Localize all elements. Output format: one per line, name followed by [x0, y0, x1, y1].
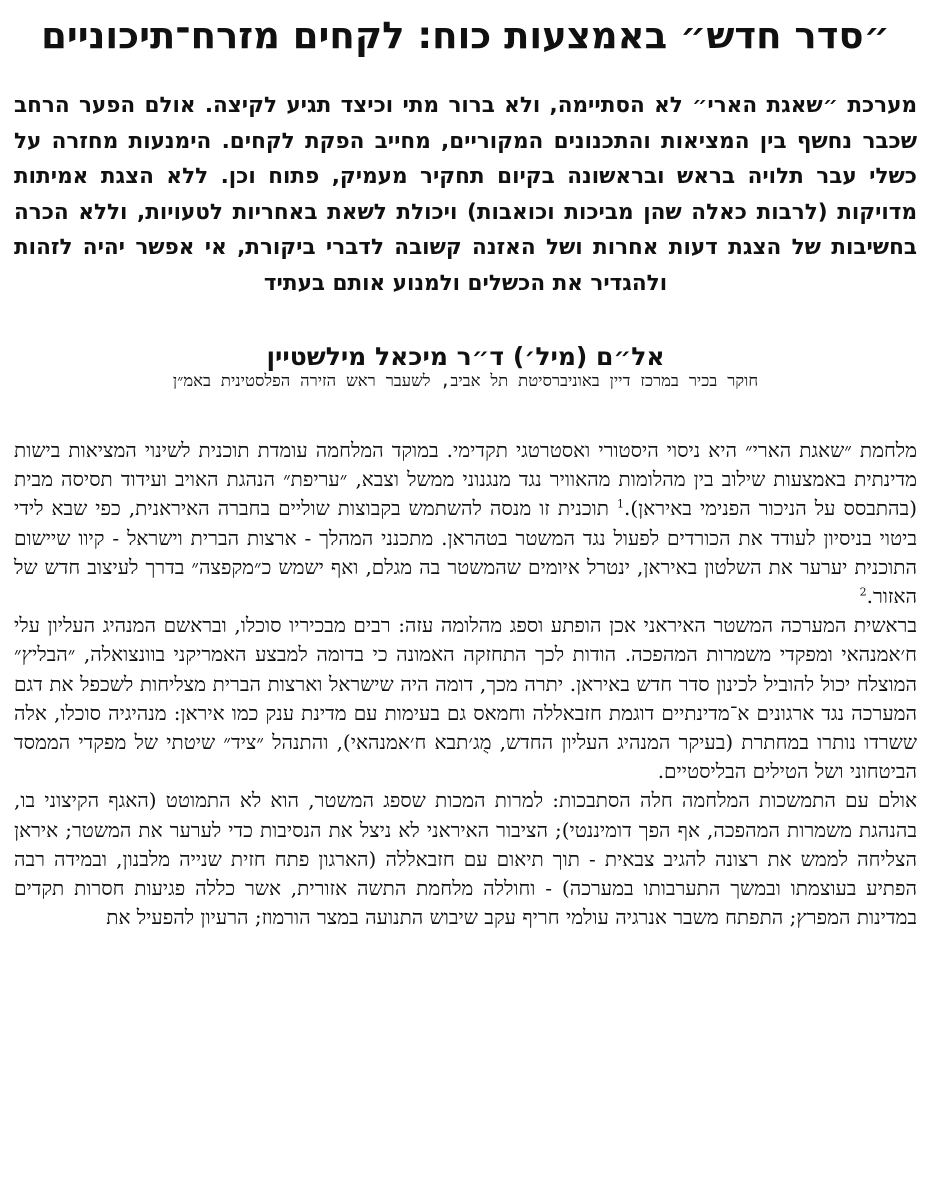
author-title: חוקר בכיר במרכז דיין באוניברסיטת תל אביב, לשעבר ראש הזירה הפלסטינית באמ״ן	[172, 371, 759, 390]
author-name: אל״ם (מיל׳) ד״ר מיכאל מילשטיין	[266, 342, 665, 371]
footnote-ref[interactable]: 1	[616, 497, 624, 511]
body-paragraph: בראשית המערכה המשטר האיראני אכן הופתע וספג מהלומה עזה: רבים מבכיריו סוכלו, ובראשם המנהיג העליון עלי ח׳אמנהאי ומפקדי משמרות המהפכה. הודות לכך התחזקה האמונה כי בדומה למבצע האמריקני בוונצואלה, ״הבליץ״ המוצלח יכול להוביל לכינון סדר חדש באיראן. יתרה מכך, דומה היה שישראל וארצות הברית מצליחות לשכפל את דגם המערכה נגד ארגונים א־מדינתיים דוגמת חזבאללה וחמאס גם בעימות עם מדינת ענק כמו איראן: מנהיגיה סוכלו, אלה ששרדו נותרו במחתרת (בעיקר המנהיג העליון החדש, מֻג׳תבא ח׳אמנהאי), והתנהל ״ציד״ שיטתי של מפקדי הממסד הביטחוני ושל הטילים הבליסטיים.	[14, 613, 917, 784]
article-body	[14, 436, 917, 932]
footnote-ref[interactable]: 2	[859, 585, 867, 599]
body-text-segment: מלחמת ״שאגת הארי״ היא ניסוי היסטורי ואסטרטגי תקדימי. במוקד המלחמה עומדת תוכנית לשינוי המציאות בישות מדינתית באמצעות שילוב בין מהלומות מהאוויר נגד מנגנוני ממשל וצבא, ״עריפת״ הנהגת האויב ועידוד תסיסה מבית (בהתבסס על הניכור הפנימי באיראן).	[14, 438, 917, 521]
body-paragraph: אולם עם התמשכות המלחמה חלה הסתבכות: למרות המכות שספג המשטר, הוא לא התמוטט (האגף הקיצוני בו, בהנהגת משמרות המהפכה, אף הפך דומיננטי); הציבור האיראני לא ניצל את הנסיבות כדי לערער את המשטר; איראן הצליחה לממש את רצונה להגיב צבאית - תוך תיאום עם חזבאללה (הארגון פתח חזית שנייה מלבנון, ובמידה רבה הפתיע בעוצמתו ובמשך התערבותו במערכה) - וחוללה מלחמת התשה אזורית, אשר כללה פגיעות חסרות תקדים במדינות המפרץ; התפתח משבר אנרגיה עולמי חריף עקב שיבוש התנועה במצר הורמוז; הרעיון להפעיל את	[14, 788, 917, 930]
article-lede: מערכת ״שאגת הארי״ לא הסתיימה, ולא ברור מתי וכיצד תגיע לקיצה. אולם הפער הרחב שכבר נחשף בין המציאות והתכנונים המקוריים, מחייב הפקת לקחים. הימנעות מחזרה על כשלי עבר תלויה בראש ובראשונה בקיום תחקיר מעמיק, פתוח וכן. ללא הצגת אמיתות מדויקות (לרבות כאלה שהן מביכות וכואבות) ויכולת לשאת באחריות לטעויות, וללא הכרה בחשיבות של הצגת דעות אחרות ושל האזנה קשובה לדברי ביקורת, אי אפשר יהיה לזהות ולהגדיר את הכשלים ולמנוע אותם בעתיד	[14, 93, 917, 296]
article-title: ״סדר חדש״ באמצעות כוח: לקחים מזרח־תיכוניים	[41, 14, 890, 57]
body-text-segment: תוכנית זו מנסה להשתמש בקבוצות שוליים בחברה האיראנית, כפי שבא לידי ביטוי בניסיון לעודד את הכורדים לפעול נגד המשטר בטהראן. מתכנני המהלך - ארצות הברית וישראל - קיוו שיישום התוכנית יערער את השלטון באיראן, ינטרל איומים שהמשטר בה מגלם, ואף ישמש כ״מקפצה״ בדרך לעיצוב חדש של האזור.	[14, 496, 917, 609]
body-paragraph	[14, 436, 917, 611]
